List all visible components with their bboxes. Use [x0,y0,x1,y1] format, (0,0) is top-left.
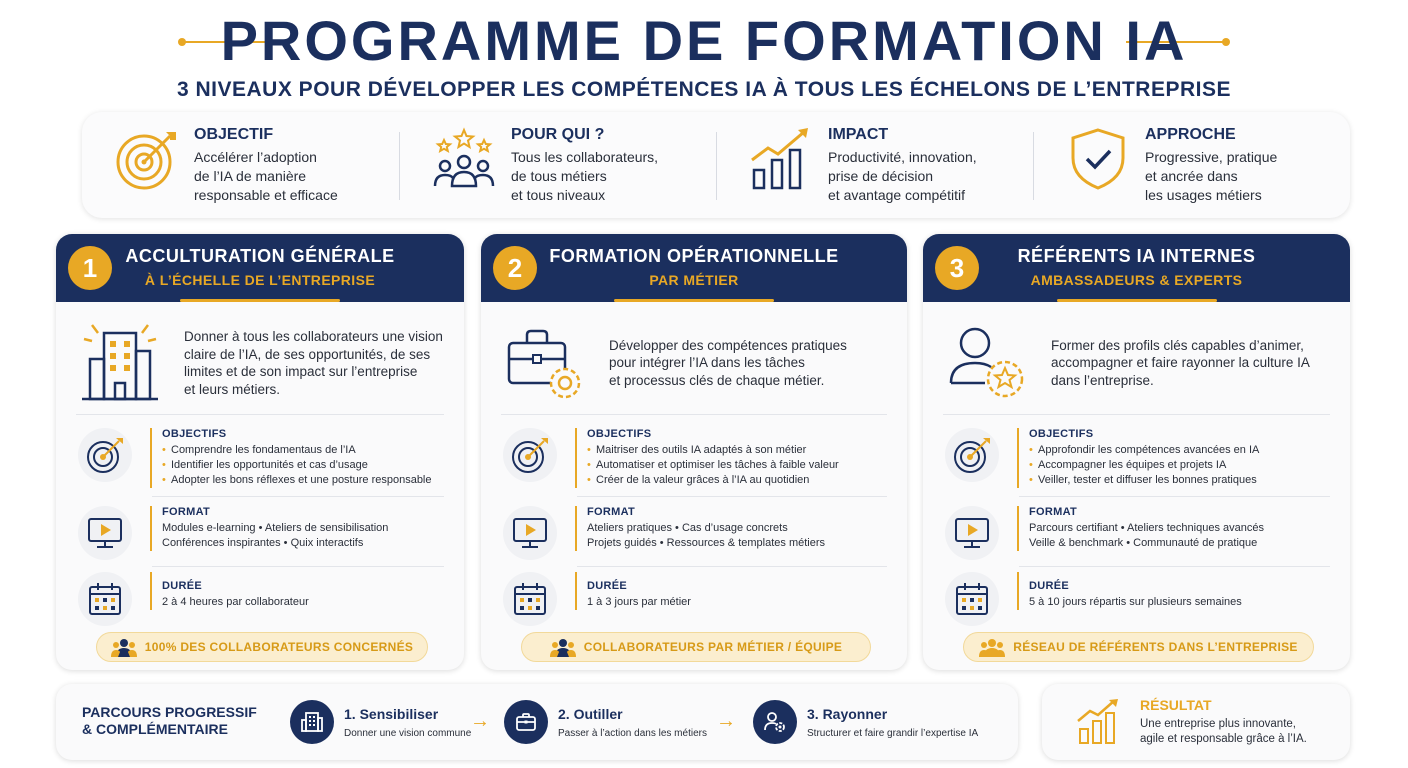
step-label: 3. Rayonner [807,705,888,722]
duree-label: DURÉE [1029,580,1070,592]
card-intro-text: Donner à tous les collaborateurs une vision claire de l’IA, de ses opportunités, de ses limites et de son impact sur l’entreprise et leurs métiers. [184,329,443,397]
divider [76,414,444,415]
growth-chart-icon [748,126,814,192]
page-subtitle: 3 NIVEAUX POUR DÉVELOPPER LES COMPÉTENCES IA À TOUS LES ÉCHELONS DE L’ENTREPRISE [176,78,1231,101]
format-label: FORMAT [162,506,211,518]
info-objectif [82,112,399,218]
briefcase-gear-icon [503,321,587,405]
duree-value: 5 à 10 jours répartis sur plusieurs semaines [1029,596,1242,608]
audience-banner [96,632,428,662]
step-desc: Passer à l’action dans les métiers [558,727,707,739]
info-head: OBJECTIF [194,126,274,143]
calendar-icon [503,572,557,626]
info-impact [716,112,1033,218]
objectif-item: • Automatiser et optimiser les tâches à faible valeur [587,458,887,473]
format-line: Veille & benchmark • Communauté de pratique [1029,537,1258,549]
info-bar [82,112,1350,218]
people-icon [550,637,576,657]
divider [501,414,887,415]
card-intro [78,318,446,408]
format-label: FORMAT [1029,506,1078,518]
objectif-item: • Comprendre les fondamentaus de l’IA [162,443,444,458]
format-row [501,506,887,560]
objectifs-row [943,428,1330,488]
calendar-icon [78,572,132,626]
duree-label: DURÉE [587,580,628,592]
objectif-item: • Créer de la valeur grâces à l’IA au quotidien [587,473,887,488]
objectifs-label: OBJECTIFS [162,428,227,440]
card-header [56,234,464,302]
format-line: Projets guidés • Ressources & templates métiers [587,537,826,549]
audience-banner [521,632,871,662]
format-line: Parcours certifiant • Ateliers techniques avancés [1029,522,1264,534]
monitor-play-icon [945,506,999,560]
arrow-right-icon: → [716,710,736,732]
info-approche [1033,112,1350,218]
building-icon [78,321,162,405]
card-title: RÉFÉRENTS IA INTERNES [1017,246,1256,266]
objectif-item: • Adopter les bons réflexes et une posture responsable [162,473,444,488]
info-body: Tous les collaborateurs, de tous métiers et tous niveaux [511,149,659,203]
card-header [923,234,1350,302]
page-header [0,10,1408,102]
step-label: 2. Outiller [558,705,623,722]
card-subtitle: AMBASSADEURS & EXPERTS [1030,272,1243,288]
card-intro [503,318,889,408]
people-icon [979,637,1005,657]
briefcase-icon [504,700,548,744]
step-desc: Donner une vision commune [344,727,472,739]
step-rayonner [753,700,978,744]
result-box [1042,684,1350,760]
format-line: Ateliers pratiques • Cas d’usage concrets [587,522,788,534]
audience-banner [963,632,1314,662]
banner-text: RÉSEAU DE RÉFÉRENTS DANS L’ENTREPRISE [1013,640,1298,654]
info-body: Progressive, pratique et ancrée dans les usages métiers [1145,149,1278,203]
objectifs-row [501,428,887,488]
banner-text: COLLABORATEURS PAR MÉTIER / ÉQUIPE [583,640,843,654]
card-intro-text: Développer des compétences pratiques pour intégrer l’IA dans les tâches et processus clés de chaque métier. [609,337,847,388]
arrow-right-icon: → [470,710,490,732]
people-stars-icon [431,126,497,192]
card-subtitle: PAR MÉTIER [649,272,739,288]
level-card-1 [56,234,464,670]
calendar-icon [945,572,999,626]
target-icon [78,428,132,482]
objectif-item: • Maitriser des outils IA adaptés à son métier [587,443,887,458]
result-title: RÉSULTAT [1140,697,1212,713]
building-icon [290,700,334,744]
target-icon [945,428,999,482]
step-outiller [504,700,707,744]
divider [577,566,887,567]
duree-value: 1 à 3 jours par métier [587,596,691,608]
target-icon [114,126,180,192]
path-title: PARCOURS PROGRESSIF & COMPLÉMENTAIRE [82,704,257,737]
person-gear-icon [753,700,797,744]
duree-value: 2 à 4 heures par collaborateur [162,596,309,608]
duree-label: DURÉE [162,580,203,592]
level-card-3 [923,234,1350,670]
info-pour-qui [399,112,716,218]
format-label: FORMAT [587,506,636,518]
level-card-2 [481,234,907,670]
info-body: Productivité, innovation, prise de décision et avantage compétitif [828,149,977,203]
info-body: Accélérer l’adoption de l’IA de manière responsable et efficace [194,149,338,203]
duree-row [76,572,444,626]
progression-path [56,684,1018,760]
step-desc: Structurer et faire grandir l’expertise IA [807,727,979,739]
info-head: APPROCHE [1145,126,1236,143]
card-intro-text: Former des profils clés capables d’animer, accompagner et faire rayonner la culture IA dans l’entreprise. [1051,337,1310,388]
shield-check-icon [1065,126,1131,192]
format-line: Modules e-learning • Ateliers de sensibilisation [162,522,389,534]
card-header [481,234,907,302]
people-icon [111,637,137,657]
objectif-item: • Veiller, tester et diffuser les bonnes pratiques [1029,473,1330,488]
card-title: FORMATION OPÉRATIONNELLE [549,246,839,266]
step-sensibiliser [290,700,471,744]
card-title: ACCULTURATION GÉNÉRALE [125,246,395,266]
level-number-badge: 1 [68,246,112,290]
format-row [76,506,444,560]
format-line: Conférences inspirantes • Quix interactifs [162,537,364,549]
divider [577,496,887,497]
person-star-badge-icon [945,321,1029,405]
objectifs-label: OBJECTIFS [1029,428,1094,440]
objectif-item: • Approfondir les compétences avancées en IA [1029,443,1330,458]
duree-row [501,572,887,626]
monitor-play-icon [503,506,557,560]
divider [152,566,444,567]
level-number-badge: 3 [935,246,979,290]
format-row [943,506,1330,560]
growth-chart-icon [1076,699,1120,745]
divider [943,414,1330,415]
card-subtitle: À L’ÉCHELLE DE L’ENTREPRISE [144,272,376,288]
level-number-badge: 2 [493,246,537,290]
divider [1019,496,1330,497]
objectifs-label: OBJECTIFS [587,428,652,440]
objectifs-row [76,428,444,488]
info-head: IMPACT [828,126,889,143]
monitor-play-icon [78,506,132,560]
duree-row [943,572,1330,626]
divider [152,496,444,497]
banner-text: 100% DES COLLABORATEURS CONCERNÉS [144,640,414,654]
target-icon [503,428,557,482]
divider [1019,566,1330,567]
objectif-item: • Accompagner les équipes et projets IA [1029,458,1330,473]
result-text: Une entreprise plus innovante, agile et responsable grâce à l’IA. [1140,718,1307,745]
card-intro [945,318,1332,408]
step-label: 1. Sensibiliser [344,705,439,722]
page-title: PROGRAMME DE FORMATION IA [220,9,1188,72]
info-head: POUR QUI ? [511,126,605,143]
objectif-item: • Identifier les opportunités et cas d’usage [162,458,444,473]
